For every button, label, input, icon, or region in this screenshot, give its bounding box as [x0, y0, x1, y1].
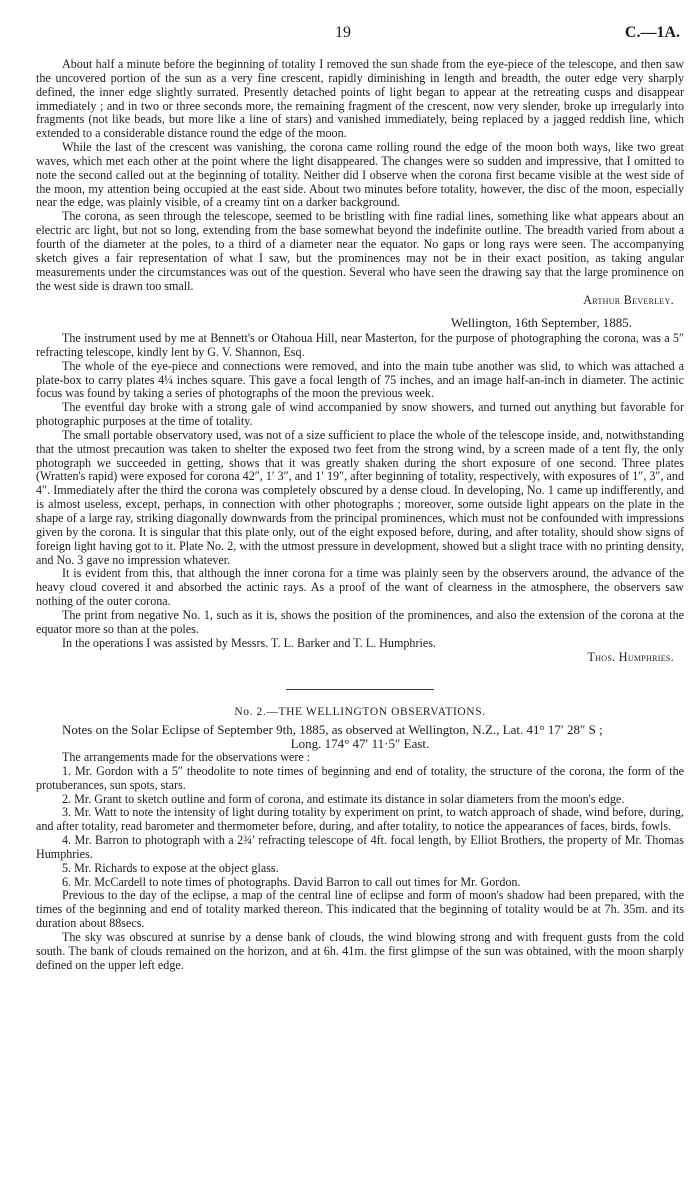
paragraph: The eventful day broke with a strong gale of wind accompanied by snow showers, and turned out anything but favorable for photographic purposes at the time of totality.	[36, 400, 684, 429]
page-number: 19	[335, 24, 351, 41]
page-body	[36, 58, 684, 972]
paragraph: Previous to the day of the eclipse, a map of the central line of eclipse and form of moon's shadow had been prepared, with the times of the beginning and end of totality marked thereon. This indicated that the beginning of totality would be at 7h. 35m. and its duration about 88secs.	[36, 888, 684, 931]
intro-longitude: Long. 174° 47′ 11·5″ East.	[290, 736, 430, 752]
paragraph: In the operations I was assisted by Messrs. T. L. Barker and T. L. Humphries.	[62, 635, 436, 650]
list-item: 2. Mr. Grant to sketch outline and form of corona, and estimate its distance in solar diameters from the moon's edge.	[62, 791, 625, 806]
signature-beverley: Arthur Beverley.	[583, 293, 674, 308]
page-header	[0, 24, 700, 46]
paragraph: About half a minute before the beginning of totality I removed the sun shade from the eye-piece of the telescope, and then saw the uncovered portion of the sun as a very fine crescent, rapidly diminishing in length and breadth, the outer edge very sharply defined, the inner edge slightly surrated. Presently detached points of light began to appear at the retreating cusps and disappear immediately ; and in two or three seconds more, the remaining fragment of the crescent, now very slender, broke up irregularly into fragments (not like beads, but more like a line of stars) and vanished immediately, being replaced by a jagged reddish line, which extended to a considerable distance round the edge of the moon.	[36, 57, 684, 141]
section-divider	[286, 689, 434, 690]
paragraph: The corona, as seen through the telescope, seemed to be bristling with fine radial lines, something like what appears about an electric arc light, but not so long, extending from the base somewhat beyond the indefinite outline. The breadth varied from about a fourth of the diameter at the poles, to a third of a diameter near the equator. No gaps or long rays were seen. The accompanying sketch gives a fair representation of what I saw, but the prominences may not be in their exact position, as taking angular measurements under the circumstances was out of the question. Several who have seen the drawing say that the large prominence on the west side is drawn too small.	[36, 209, 684, 293]
paragraph: While the last of the crescent was vanishing, the corona came rolling round the edge of the moon both ways, like two great waves, which met each other at the point where the light disappeared. The changes were so sudden and impressive, that I omitted to note the second called out at the beginning of totality. Neither did I observe when the corona first became visible at the west side of the moon, my attention being occupied at the east side. About two minutes before totality, however, the disc of the moon, especially near the edge, was plainly visible, of a creamy tint on a darker background.	[36, 140, 684, 210]
section-title: No. 2.—THE WELLINGTON OBSERVATIONS.	[234, 706, 486, 719]
document-code: C.—1A.	[624, 24, 680, 41]
list-item: 4. Mr. Barron to photograph with a 2¾′ refracting telescope of 4ft. focal length, by Elliot Brothers, the property of Mr. Thomas Humphries.	[36, 833, 684, 861]
list-item: 6. Mr. McCardell to note times of photographs. David Barron to call out times for Mr. Gordon.	[62, 874, 521, 889]
paragraph: The sky was obscured at sunrise by a dense bank of clouds, the wind blowing strong and with frequent gusts from the cold south. The bank of clouds remained on the horizon, and at 6h. 41m. the first glimpse of the sun was obtained, with the moon sharply defined on the upper left edge.	[36, 929, 684, 972]
list-item: 5. Mr. Richards to expose at the object glass.	[62, 860, 279, 875]
arrangements-heading: The arrangements made for the observations were :	[62, 749, 311, 764]
paragraph: The whole of the eye-piece and connections were removed, and into the main tube another was slid, to which was attached a plate-box to carry plates 4¼ inches square. This gave a focal length of 75 inches, and an image half-an-inch in diameter. The actinic focus was found by taking a series of photographs of the moon the previous week.	[36, 358, 684, 401]
list-item: 1. Mr. Gordon with a 5″ theodolite to note times of beginning and end of totality, the structure of the corona, the form of the protuberances, sun spots, stars.	[36, 763, 684, 792]
list-item: 3. Mr. Watt to note the intensity of light during totality by experiment on print, to watch approach of shade, wind before, during, and after totality, read barometer and thermometer before, during, and after totality, to notice the appearances of faces, birds, fowls.	[36, 805, 684, 834]
paragraph: The small portable observatory used, was not of a size sufficient to place the whole of the telescope inside, and, notwithstanding that the utmost precaution was taken to shelter the exposed two feet from the strong wind, by a screen made of a tent fly, the only photograph we succeeded in getting, shows that it was greatly shaken during the short exposure of one second. Three plates (Wratten's rapid) were exposed for corona 42″, 1′ 3″, and 1′ 19″, after beginning of totality, respectively, with exposures of 1″, 3″, and 4″. Immediately after the third the corona was completely obscured by a dense cloud. In developing, No. 1 came up indifferently, and is almost useless, except, perhaps, in connection with other photographs ; moreover, some outside light appears on the plate in the shape of a large ray, striking diagonally downwards from the principal prominences, which must not be confounded with impressions given by the corona. It is singular that this plate only, out of the eight exposed before, during, and after totality, should show signs of foreign light having got to it. Plate No. 2, with the utmost pressure in development, showed but a slight trace with no printing density, and No. 3 gave no impression whatever.	[36, 427, 684, 567]
paragraph: The instrument used by me at Bennett's or Otahoua Hill, near Masterton, for the purpose of photographing the corona, was a 5″ refracting telescope, kindly lent by G. V. Shannon, Esq.	[36, 331, 684, 359]
signature-humphries: Thos. Humphries.	[587, 650, 674, 665]
paragraph: It is evident from this, that although the inner corona for a time was plainly seen by the observers around, the advance of the heavy cloud covered it and absorbed the actinic rays. As a proof of the want of clearness in the atmosphere, the observers saw nothing of the outer corona.	[36, 566, 684, 609]
intro-line: Notes on the Solar Eclipse of September 9th, 1885, as observed at Wellington, N.Z., Lat. 41° 17′ 28″ S ;	[62, 722, 603, 738]
paragraph: The print from negative No. 1, such as it is, shows the position of the prominences, and also the extension of the corona at the equator more so than at the poles.	[36, 607, 684, 636]
dateline: Wellington, 16th September, 1885.	[450, 315, 632, 331]
